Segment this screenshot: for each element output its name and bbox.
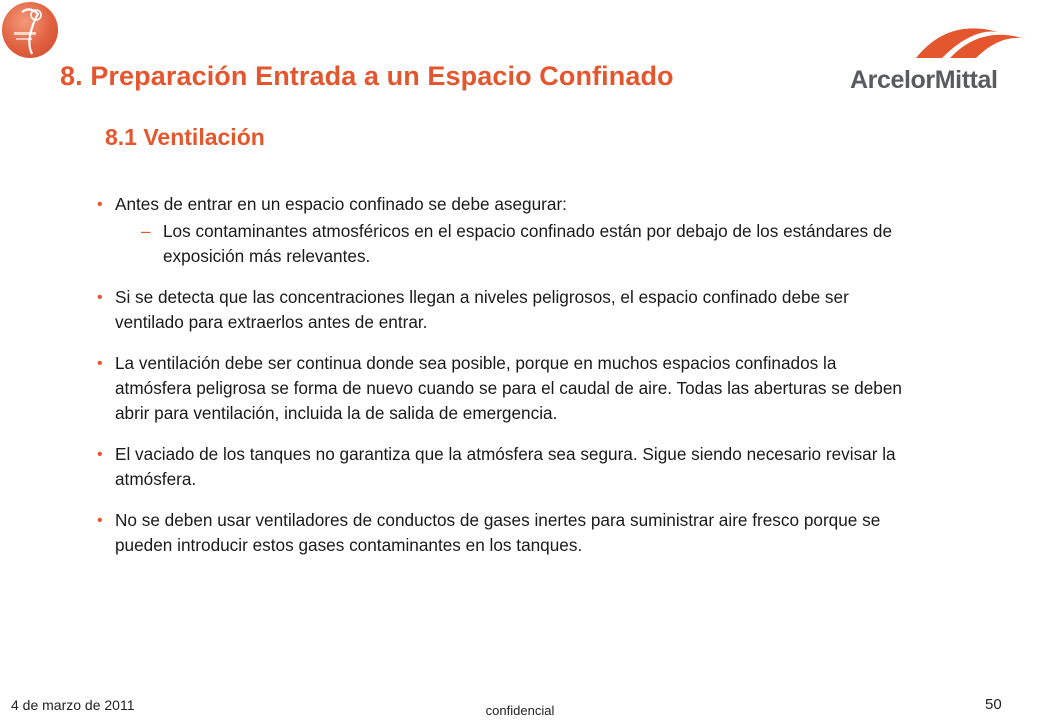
- list-item: [97, 508, 917, 558]
- safety-badge-icon: [2, 2, 58, 58]
- bullet-icon: •: [97, 512, 103, 529]
- logo-wordmark: ArcelorMittal: [850, 66, 998, 94]
- page-number: 50: [985, 696, 1002, 713]
- list-item: [97, 192, 917, 269]
- sub-list-item-text: Los contaminantes atmosféricos en el espacio confinado están por debajo de los estándares de exposición más relevantes.: [163, 221, 893, 266]
- list-item-text: La ventilación debe ser continua donde sea posible, porque en muchos espacios confinados la atmósfera peligrosa se forma de nuevo cuando se para el caudal de aire. Todas las aberturas se deben abrir para ventilación, incluida la de salida de emergencia.: [115, 353, 902, 423]
- bullet-icon: •: [97, 446, 103, 463]
- bullet-icon: •: [97, 196, 103, 213]
- bullet-icon: •: [97, 355, 103, 372]
- footer-confidential: confidencial: [485, 703, 555, 718]
- arcelormittal-logo: [850, 14, 1026, 96]
- list-item-text: El vaciado de los tanques no garantiza que la atmósfera sea segura. Sigue siendo necesario revisar la atmósfera.: [115, 444, 896, 489]
- list-item-text: Si se detecta que las concentraciones llegan a niveles peligrosos, el espacio confinado debe ser ventilado para extraerlos antes de entrar.: [115, 287, 849, 332]
- content-list: [97, 192, 917, 574]
- list-item-text: No se deben usar ventiladores de conductos de gases inertes para suministrar aire fresco porque se pueden introducir estos gases contaminantes en los tanques.: [115, 510, 881, 555]
- list-item: [97, 351, 917, 426]
- section-subtitle: 8.1 Ventilación: [105, 124, 265, 150]
- list-item: [97, 442, 917, 492]
- arcelormittal-swoosh-icon: [910, 14, 1026, 64]
- dash-icon: –: [141, 221, 151, 241]
- list-item: [97, 285, 917, 335]
- sub-list-item: [97, 219, 917, 269]
- page-title: 8. Preparación Entrada a un Espacio Confinado: [60, 61, 674, 91]
- list-item-text: Antes de entrar en un espacio confinado se debe asegurar:: [115, 194, 567, 214]
- footer-date: 4 de marzo de 2011: [11, 697, 135, 713]
- bullet-icon: •: [97, 289, 103, 306]
